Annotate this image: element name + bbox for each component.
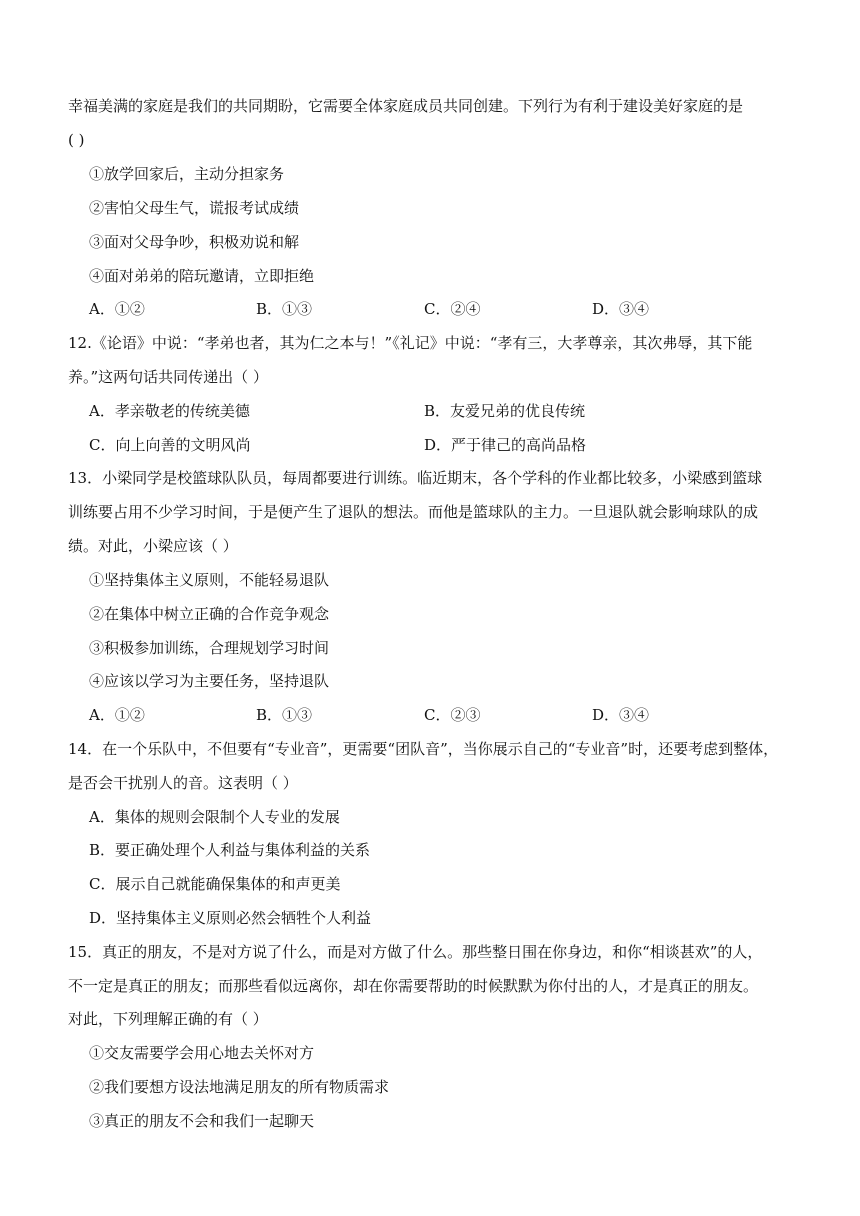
q12-stem-line1: 12.《论语》中说：“孝弟也者，其为仁之本与！”《礼记》中说：“孝有三，大孝尊亲，其次弗辱，其下能	[68, 334, 753, 352]
q15-item-2: ②我们要想方设法地满足朋友的所有物质需求	[89, 1078, 390, 1096]
q12-option-a[interactable]: A．孝亲敬老的传统美德	[89, 402, 250, 420]
q11-option-b[interactable]: B．①③	[256, 300, 313, 318]
q14-stem-line2: 是否会干扰别人的音。这表明（ ）	[68, 774, 298, 792]
q13-item-2: ②在集体中树立正确的合作竞争观念	[89, 605, 330, 623]
q13-stem-line1: 13．小梁同学是校篮球队队员，每周都要进行训练。临近期末，各个学科的作业都比较多，小梁感到篮球	[68, 469, 763, 487]
q13-option-b[interactable]: B．①③	[256, 706, 313, 724]
q15-stem-line2: 不一定是真正的朋友；而那些看似远离你，却在你需要帮助的时候默默为你付出的人，才是真正的朋友。	[68, 977, 759, 995]
q14-option-c[interactable]: C．展示自己就能确保集体的和声更美	[89, 875, 341, 893]
q12-option-b[interactable]: B．友爱兄弟的优良传统	[424, 402, 586, 420]
q13-option-a[interactable]: A．①②	[89, 706, 145, 724]
q13-item-3: ③积极参加训练，合理规划学习时间	[89, 639, 330, 657]
q11-item-4: ④面对弟弟的陪玩邀请，立即拒绝	[89, 267, 315, 285]
q11-option-a[interactable]: A．①②	[89, 300, 145, 318]
q13-options	[89, 704, 809, 726]
q12-option-c[interactable]: C．向上向善的文明风尚	[89, 436, 251, 454]
q13-option-d[interactable]: D．③④	[592, 706, 650, 724]
q15-stem-line1: 15．真正的朋友，不是对方说了什么，而是对方做了什么。那些整日围在你身边，和你“相谈甚欢”的人，	[68, 943, 763, 961]
q13-item-4: ④应该以学习为主要任务，坚持退队	[89, 672, 330, 690]
q14-option-d[interactable]: D．坚持集体主义原则必然会牺牲个人利益	[89, 909, 372, 927]
q15-item-3: ③真正的朋友不会和我们一起聊天	[89, 1112, 315, 1130]
q11-stem-line2: ( )	[68, 131, 85, 149]
q14-option-b[interactable]: B．要正确处理个人利益与集体利益的关系	[89, 841, 371, 859]
q13-stem-line3: 绩。对此，小梁应该（ ）	[68, 537, 238, 555]
q15-item-1: ①交友需要学会用心地去关怀对方	[89, 1044, 315, 1062]
q12-option-d[interactable]: D．严于律己的高尚品格	[424, 436, 587, 454]
q11-options	[89, 298, 809, 320]
q11-item-3: ③面对父母争吵，积极劝说和解	[89, 233, 300, 251]
q11-stem-line1: 幸福美满的家庭是我们的共同期盼，它需要全体家庭成员共同创建。下列行为有利于建设美好家庭的是	[68, 97, 744, 115]
q12-options-row2	[89, 434, 809, 456]
q11-item-2: ②害怕父母生气，谎报考试成绩	[89, 199, 300, 217]
q11-option-c[interactable]: C．②④	[424, 300, 481, 318]
q14-option-a[interactable]: A．集体的规则会限制个人专业的发展	[89, 808, 340, 826]
q13-item-1: ①坚持集体主义原则，不能轻易退队	[89, 571, 330, 589]
q12-options-row1	[89, 400, 809, 422]
q12-stem-line2: 养。”这两句话共同传递出（ ）	[68, 368, 268, 386]
q11-option-d[interactable]: D．③④	[592, 300, 650, 318]
q13-option-c[interactable]: C．②③	[424, 706, 481, 724]
q11-item-1: ①放学回家后，主动分担家务	[89, 165, 285, 183]
q14-stem-line1: 14．在一个乐队中，不但要有“专业音”，更需要“团队音”，当你展示自己的“专业音”时，还要考虑到整体，	[68, 740, 779, 758]
q13-stem-line2: 训练要占用不少学习时间，于是便产生了退队的想法。而他是篮球队的主力。一旦退队就会影响球队的成	[68, 503, 759, 521]
q15-stem-line3: 对此，下列理解正确的有（ ）	[68, 1010, 268, 1028]
